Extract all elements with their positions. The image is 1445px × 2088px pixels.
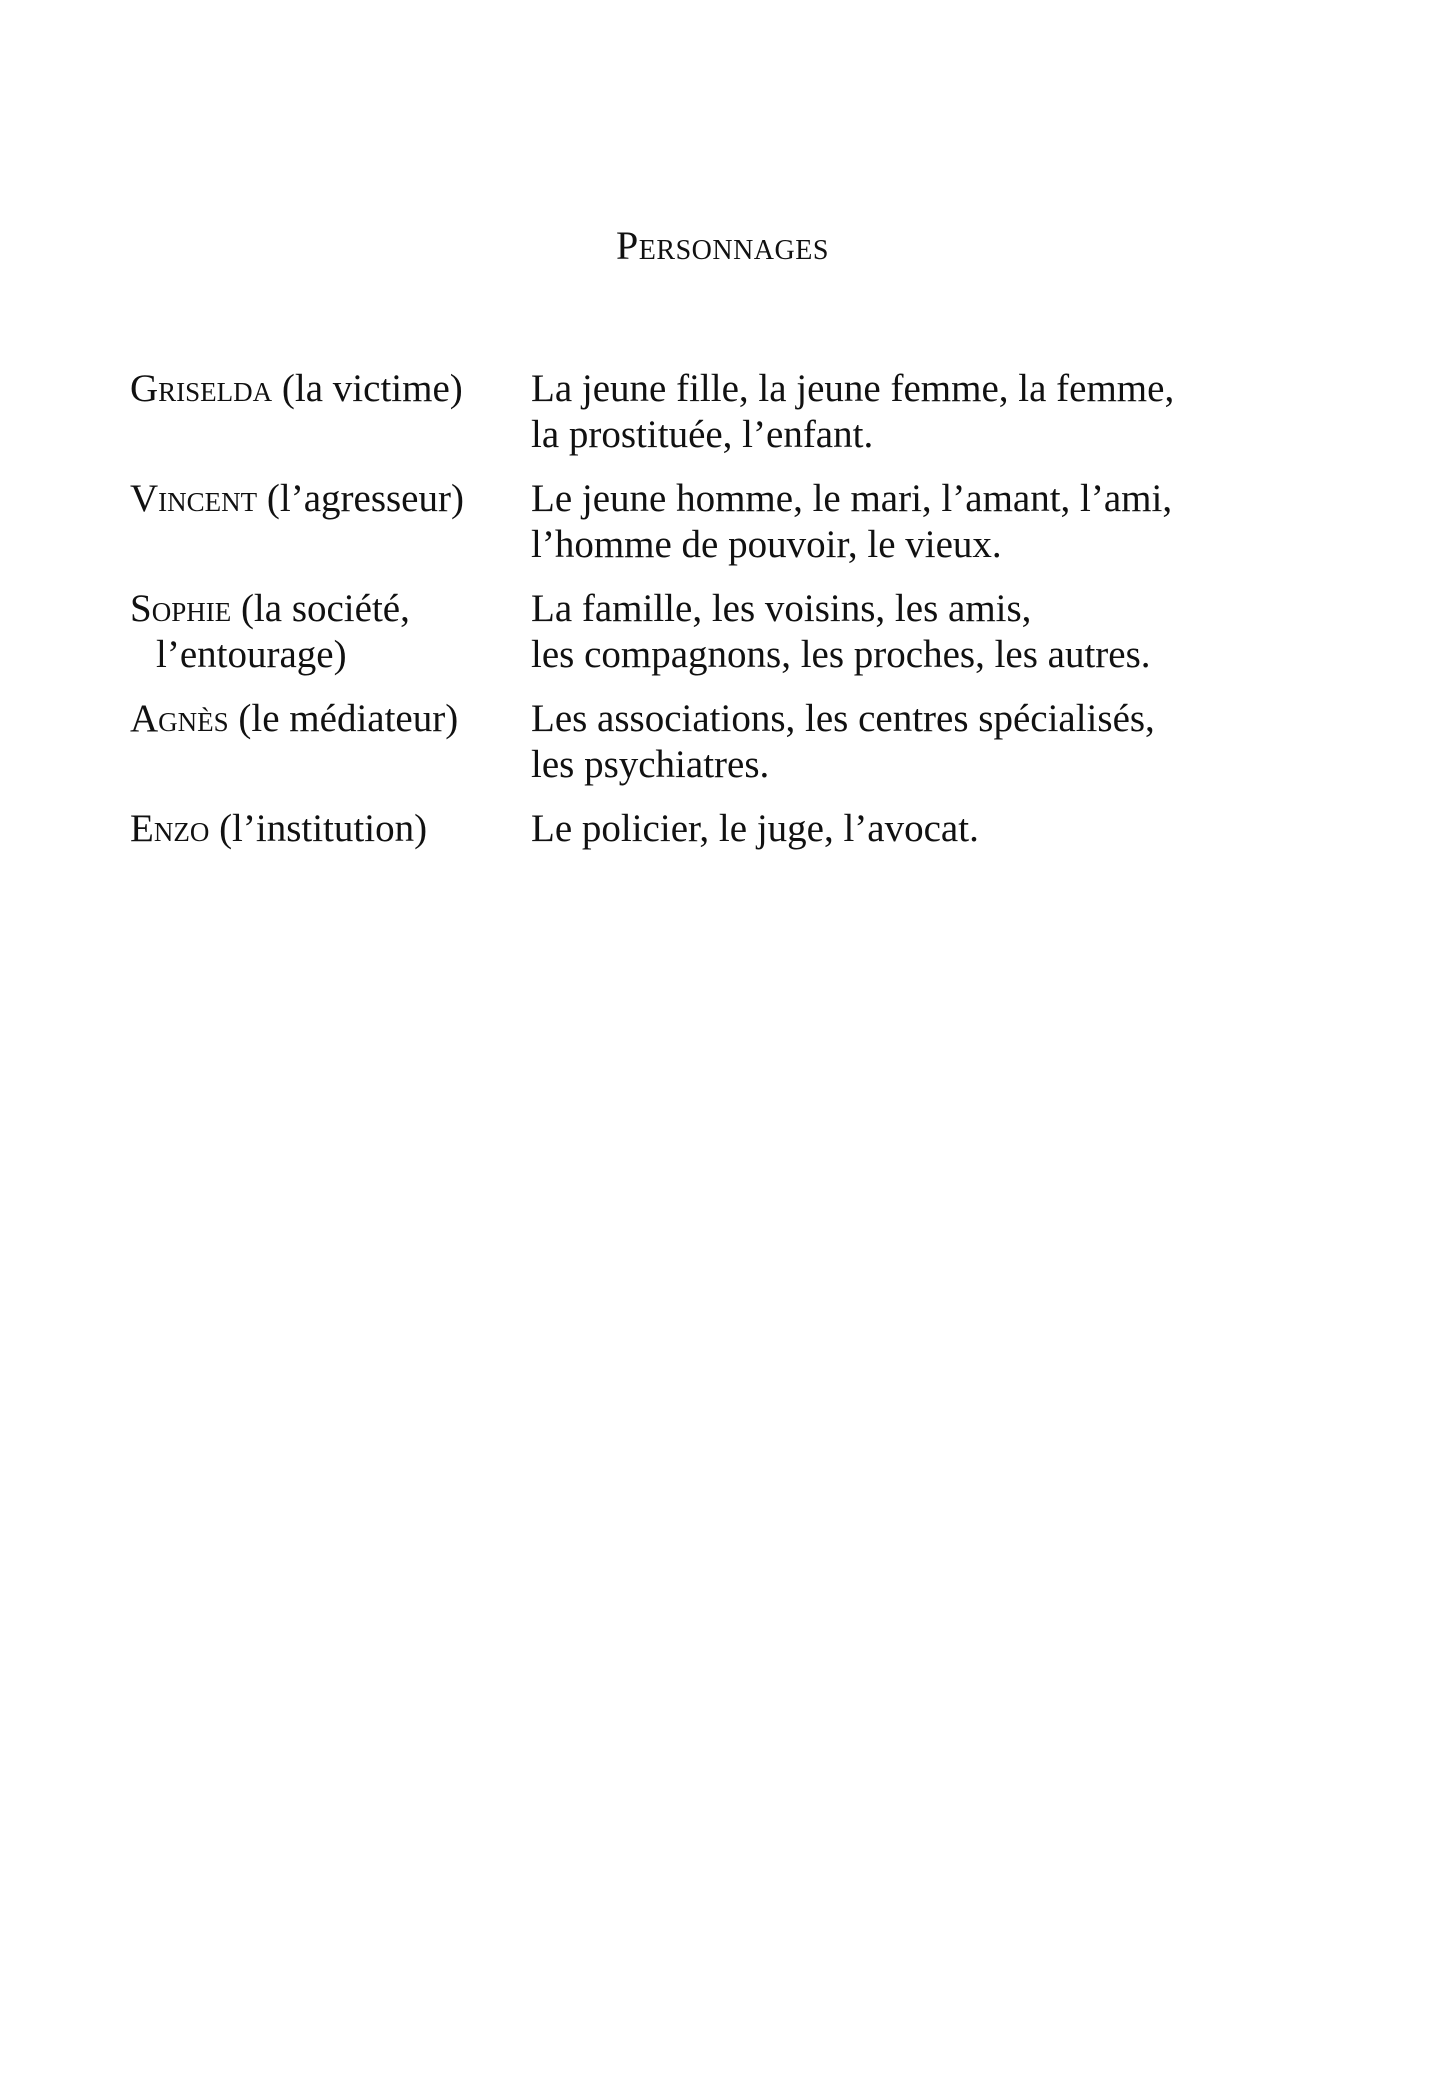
character-function: (la société, — [240, 587, 410, 630]
description-line: Les associations, les centres spécialisés, — [531, 697, 1155, 740]
character-role — [130, 696, 531, 742]
character-description — [531, 476, 1280, 568]
character-entry-enzo — [130, 806, 1280, 852]
description-line: l’homme de pouvoir, le vieux. — [531, 523, 1002, 566]
description-line: les psychiatres. — [531, 743, 770, 786]
character-role — [130, 366, 531, 412]
description-line: les compagnons, les proches, les autres. — [531, 633, 1151, 676]
character-name: Enzo — [130, 807, 210, 850]
character-entry-sophie — [130, 586, 1280, 678]
character-function: (l’agresseur) — [266, 477, 464, 520]
character-entry-griselda — [130, 366, 1280, 458]
character-name: Vincent — [130, 477, 258, 520]
character-description — [531, 806, 1280, 852]
character-name: Agnès — [130, 697, 229, 740]
character-role — [130, 476, 531, 522]
character-list — [130, 366, 1280, 870]
description-line: La jeune fille, la jeune femme, la femme, — [531, 367, 1175, 410]
character-name: Sophie — [130, 587, 232, 630]
character-description — [531, 696, 1280, 788]
page-title: Personnages — [616, 223, 829, 268]
character-function-continued: l’entourage) — [156, 633, 347, 676]
description-line: Le policier, le juge, l’avocat. — [531, 807, 979, 850]
description-line: Le jeune homme, le mari, l’amant, l’ami, — [531, 477, 1173, 520]
character-description — [531, 586, 1280, 678]
character-function: (le médiateur) — [238, 697, 459, 740]
character-description — [531, 366, 1280, 458]
character-entry-vincent — [130, 476, 1280, 568]
character-function: (la victime) — [281, 367, 463, 410]
character-role — [130, 586, 531, 678]
description-line: La famille, les voisins, les amis, — [531, 587, 1032, 630]
description-line: la prostituée, l’enfant. — [531, 413, 874, 456]
character-role — [130, 806, 531, 852]
character-entry-agnes — [130, 696, 1280, 788]
character-function: (l’institution) — [219, 807, 428, 850]
character-name: Griselda — [130, 367, 273, 410]
